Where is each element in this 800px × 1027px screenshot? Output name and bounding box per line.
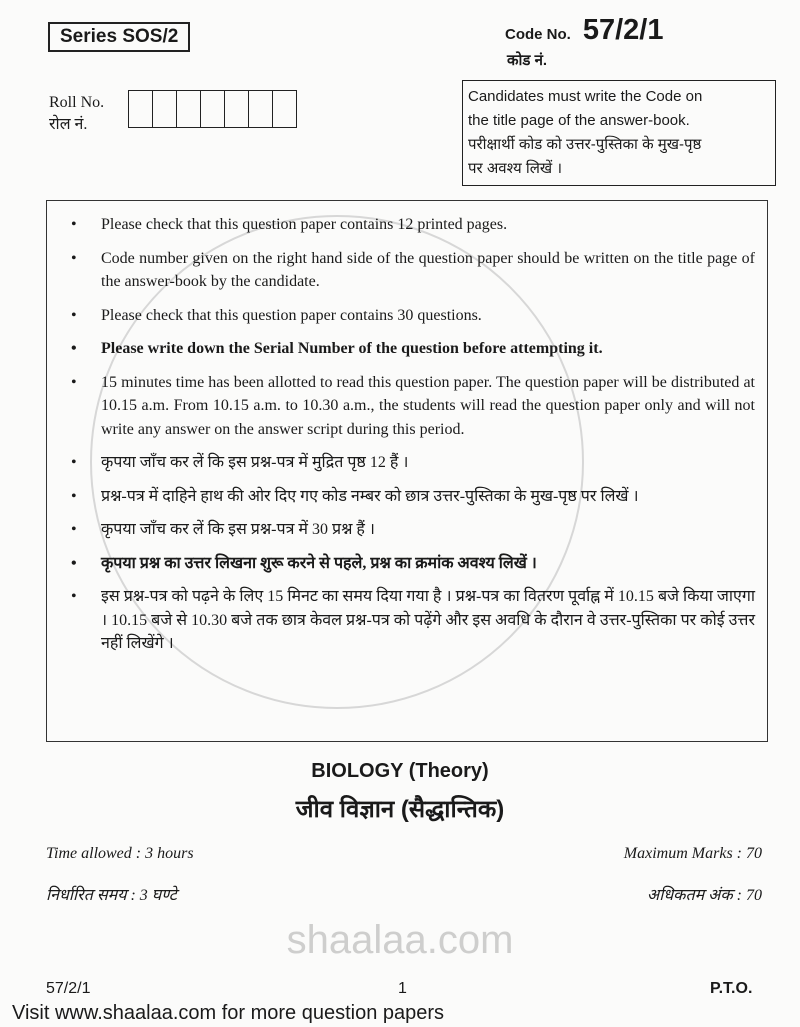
instruction-text: प्रश्न-पत्र में दाहिने हाथ की ओर दिए गए कोड नम्बर को छात्र उत्तर-पुस्तिका के मुख-पृष्ठ पर लिखें । bbox=[101, 487, 639, 505]
roll-label-hi: रोल नं. bbox=[49, 116, 88, 133]
instruction-text: कृपया जाँच कर लें कि इस प्रश्न-पत्र में मुद्रित पृष्ठ 12 हैं । bbox=[101, 454, 409, 471]
instruction-item bbox=[47, 485, 755, 509]
roll-label bbox=[49, 92, 104, 136]
instruction-text: इस प्रश्न-पत्र को पढ़ने के लिए 15 मिनट का समय दिया गया है । प्रश्न-पत्र का वितरण पूर्वाह्न में 10.15 बजे किया जाएगा । 10.15 बजे से 10.30 बजे तक छात्र केवल प्रश्न-पत्र को पढ़ेंगे और इस अवधि के दौरान वे उत्तर-पुस्तिका पर कोई उत्तर नहीं लिखेंगे । bbox=[101, 588, 755, 652]
instruction-text: Please check that this question paper contains 30 questions. bbox=[101, 306, 482, 324]
max-marks: Maximum Marks : 70 bbox=[623, 845, 762, 862]
instruction-text: Please write down the Serial Number of the question before attempting it. bbox=[101, 340, 603, 357]
roll-box[interactable] bbox=[153, 91, 177, 127]
code-label-hindi: कोड नं. bbox=[507, 52, 548, 69]
bullet-icon: • bbox=[71, 306, 77, 324]
instruction-item bbox=[47, 451, 755, 475]
bullet-icon: • bbox=[71, 249, 77, 267]
bullet-icon: • bbox=[71, 454, 77, 471]
footer-code: 57/2/1 bbox=[46, 980, 91, 997]
bullet-icon: • bbox=[71, 521, 77, 538]
instruction-item bbox=[47, 213, 755, 237]
code-value: 57/2/1 bbox=[582, 14, 664, 46]
roll-number-boxes[interactable] bbox=[128, 90, 297, 128]
bullet-icon: • bbox=[71, 554, 77, 572]
max-marks-hindi: अधिकतम अंक : 70 bbox=[646, 887, 762, 904]
instruction-item bbox=[47, 371, 755, 442]
roll-box[interactable] bbox=[249, 91, 273, 127]
instruction-text: Code number given on the right hand side of the question paper should be written on the title page of the answer-book by the candidate. bbox=[101, 249, 755, 290]
series-label: Series SOS/2 bbox=[48, 22, 190, 52]
instruction-text: कृपया प्रश्न का उत्तर लिखना शुरू करने से पहले, प्रश्न का क्रमांक अवश्य लिखें । bbox=[101, 554, 537, 572]
roll-box[interactable] bbox=[177, 91, 201, 127]
code-label: Code No. bbox=[505, 26, 571, 43]
code-note-line: the title page of the answer-book. bbox=[468, 112, 690, 129]
bullet-icon: • bbox=[71, 340, 77, 357]
instruction-item bbox=[47, 518, 755, 542]
bullet-icon: • bbox=[71, 373, 77, 391]
code-note-box bbox=[462, 80, 776, 186]
bullet-icon: • bbox=[71, 216, 77, 233]
code-note-line: पर अवश्य लिखें । bbox=[468, 160, 563, 177]
roll-box[interactable] bbox=[225, 91, 249, 127]
instruction-item bbox=[47, 304, 755, 328]
instruction-text: 15 minutes time has been allotted to read this question paper. The question paper will be distributed at 10.15 a.m. From 10.15 a.m. to 10.30 a.m., the students will read the question paper only and will not write any answer on the answer script during this period. bbox=[101, 373, 755, 438]
roll-label-en: Roll No. bbox=[49, 94, 105, 111]
subject-title-hindi: जीव विज्ञान (सैद्धान्तिक) bbox=[295, 796, 505, 823]
visit-link[interactable]: Visit www.shaalaa.com for more question papers bbox=[12, 1002, 445, 1024]
instruction-text: कृपया जाँच कर लें कि इस प्रश्न-पत्र में 30 प्रश्न हैं । bbox=[101, 521, 375, 538]
instruction-text: Please check that this question paper contains 12 printed pages. bbox=[101, 216, 508, 233]
page-number: 1 bbox=[398, 980, 407, 997]
roll-box[interactable] bbox=[273, 91, 296, 127]
bullet-icon: • bbox=[71, 588, 77, 605]
bullet-icon: • bbox=[71, 487, 77, 505]
code-number bbox=[505, 14, 663, 47]
instruction-item bbox=[47, 247, 755, 294]
time-allowed-hindi: निर्धारित समय : 3 घण्टे bbox=[46, 887, 177, 904]
instruction-item bbox=[47, 337, 755, 361]
code-note-line: परीक्षार्थी कोड को उत्तर-पुस्तिका के मुख-पृष्ठ bbox=[468, 136, 702, 153]
instructions-box bbox=[46, 200, 768, 742]
roll-box[interactable] bbox=[129, 91, 153, 127]
instruction-item bbox=[47, 552, 755, 576]
roll-box[interactable] bbox=[201, 91, 225, 127]
watermark-text: shaalaa.com bbox=[286, 918, 514, 962]
pto-label: P.T.O. bbox=[710, 980, 753, 997]
time-allowed: Time allowed : 3 hours bbox=[46, 845, 194, 862]
subject-title: BIOLOGY (Theory) bbox=[311, 760, 489, 782]
instruction-item bbox=[47, 585, 755, 656]
code-note-line: Candidates must write the Code on bbox=[468, 88, 703, 105]
